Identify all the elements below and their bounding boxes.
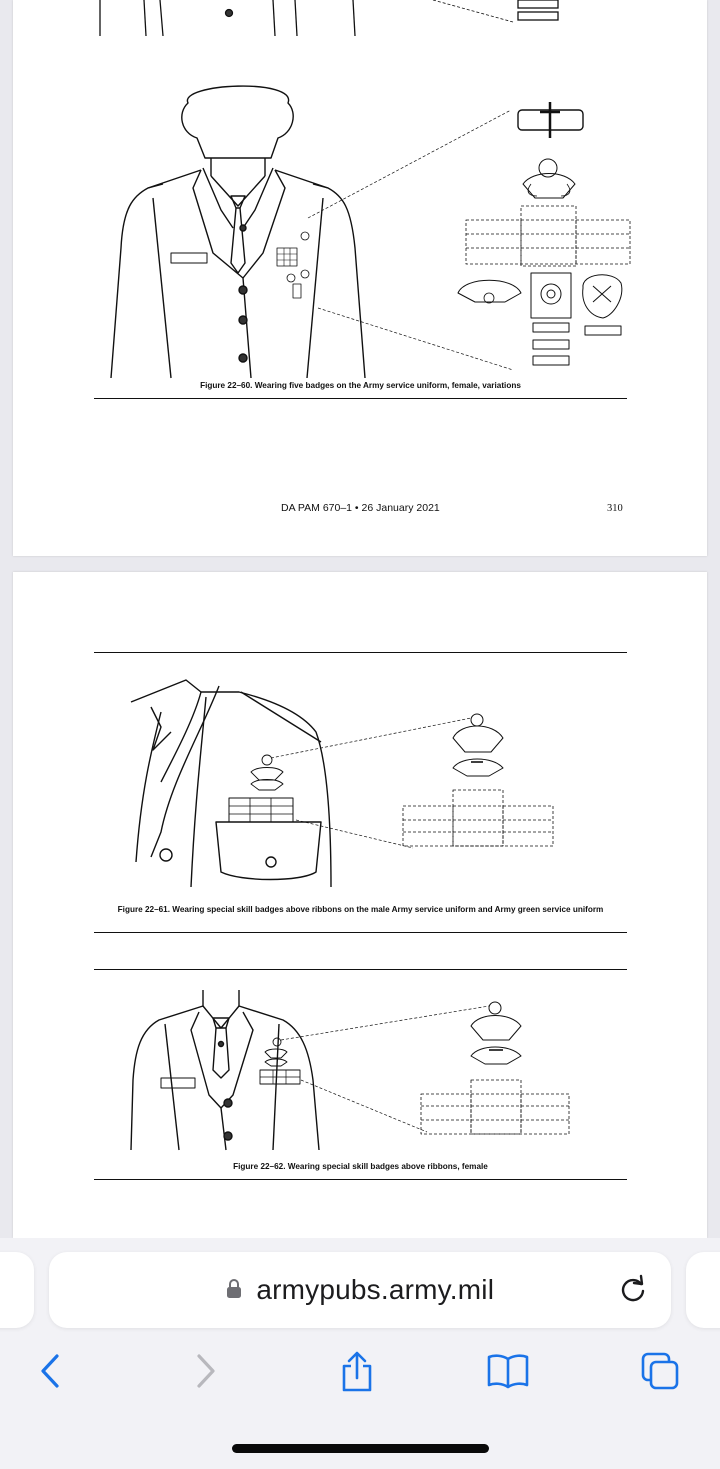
- page-number: 310: [607, 503, 623, 514]
- figure-rule: [94, 398, 627, 399]
- figure-rule: [94, 969, 627, 970]
- figure-rule: [94, 1179, 627, 1180]
- figure-22-61-illustration: [131, 672, 581, 887]
- forward-button[interactable]: [181, 1348, 231, 1398]
- url-text[interactable]: armypubs.army.mil: [256, 1274, 495, 1305]
- tabs-icon: [639, 1350, 681, 1397]
- reload-icon[interactable]: [619, 1274, 647, 1309]
- lock-icon: [226, 1278, 242, 1303]
- bookmarks-button[interactable]: [483, 1348, 533, 1398]
- share-button[interactable]: [332, 1348, 382, 1398]
- browser-toolbar: [0, 1238, 720, 1469]
- book-icon: [486, 1353, 530, 1394]
- address-bar[interactable]: [49, 1252, 671, 1328]
- figure-22-61-caption: Figure 22–61. Wearing special skill badges above ribbons on the male Army service uniform and Army green service uniform: [117, 905, 604, 914]
- previous-tab-preview[interactable]: [0, 1252, 34, 1328]
- chevron-left-icon: [39, 1354, 61, 1393]
- figure-22-60-illustration: [93, 88, 633, 378]
- home-indicator[interactable]: [232, 1444, 489, 1453]
- figure-22-62-illustration: [131, 990, 581, 1152]
- figure-22-62-caption: Figure 22–62. Wearing special skill badges above ribbons, female: [233, 1162, 488, 1171]
- figure-22-59-remnant: [13, 0, 707, 40]
- chevron-right-icon: [195, 1354, 217, 1393]
- figure-rule: [94, 932, 627, 933]
- page-footer: DA PAM 670–1 • 26 January 2021: [281, 502, 440, 514]
- pdf-page-310: [13, 0, 707, 556]
- figure-22-60-caption: Figure 22–60. Wearing five badges on the Army service uniform, female, variations: [200, 381, 521, 390]
- next-tab-preview[interactable]: [686, 1252, 720, 1328]
- back-button[interactable]: [25, 1348, 75, 1398]
- pdf-page-311: [13, 572, 707, 1238]
- figure-rule: [94, 652, 627, 653]
- share-icon: [339, 1350, 375, 1397]
- tabs-button[interactable]: [635, 1348, 685, 1398]
